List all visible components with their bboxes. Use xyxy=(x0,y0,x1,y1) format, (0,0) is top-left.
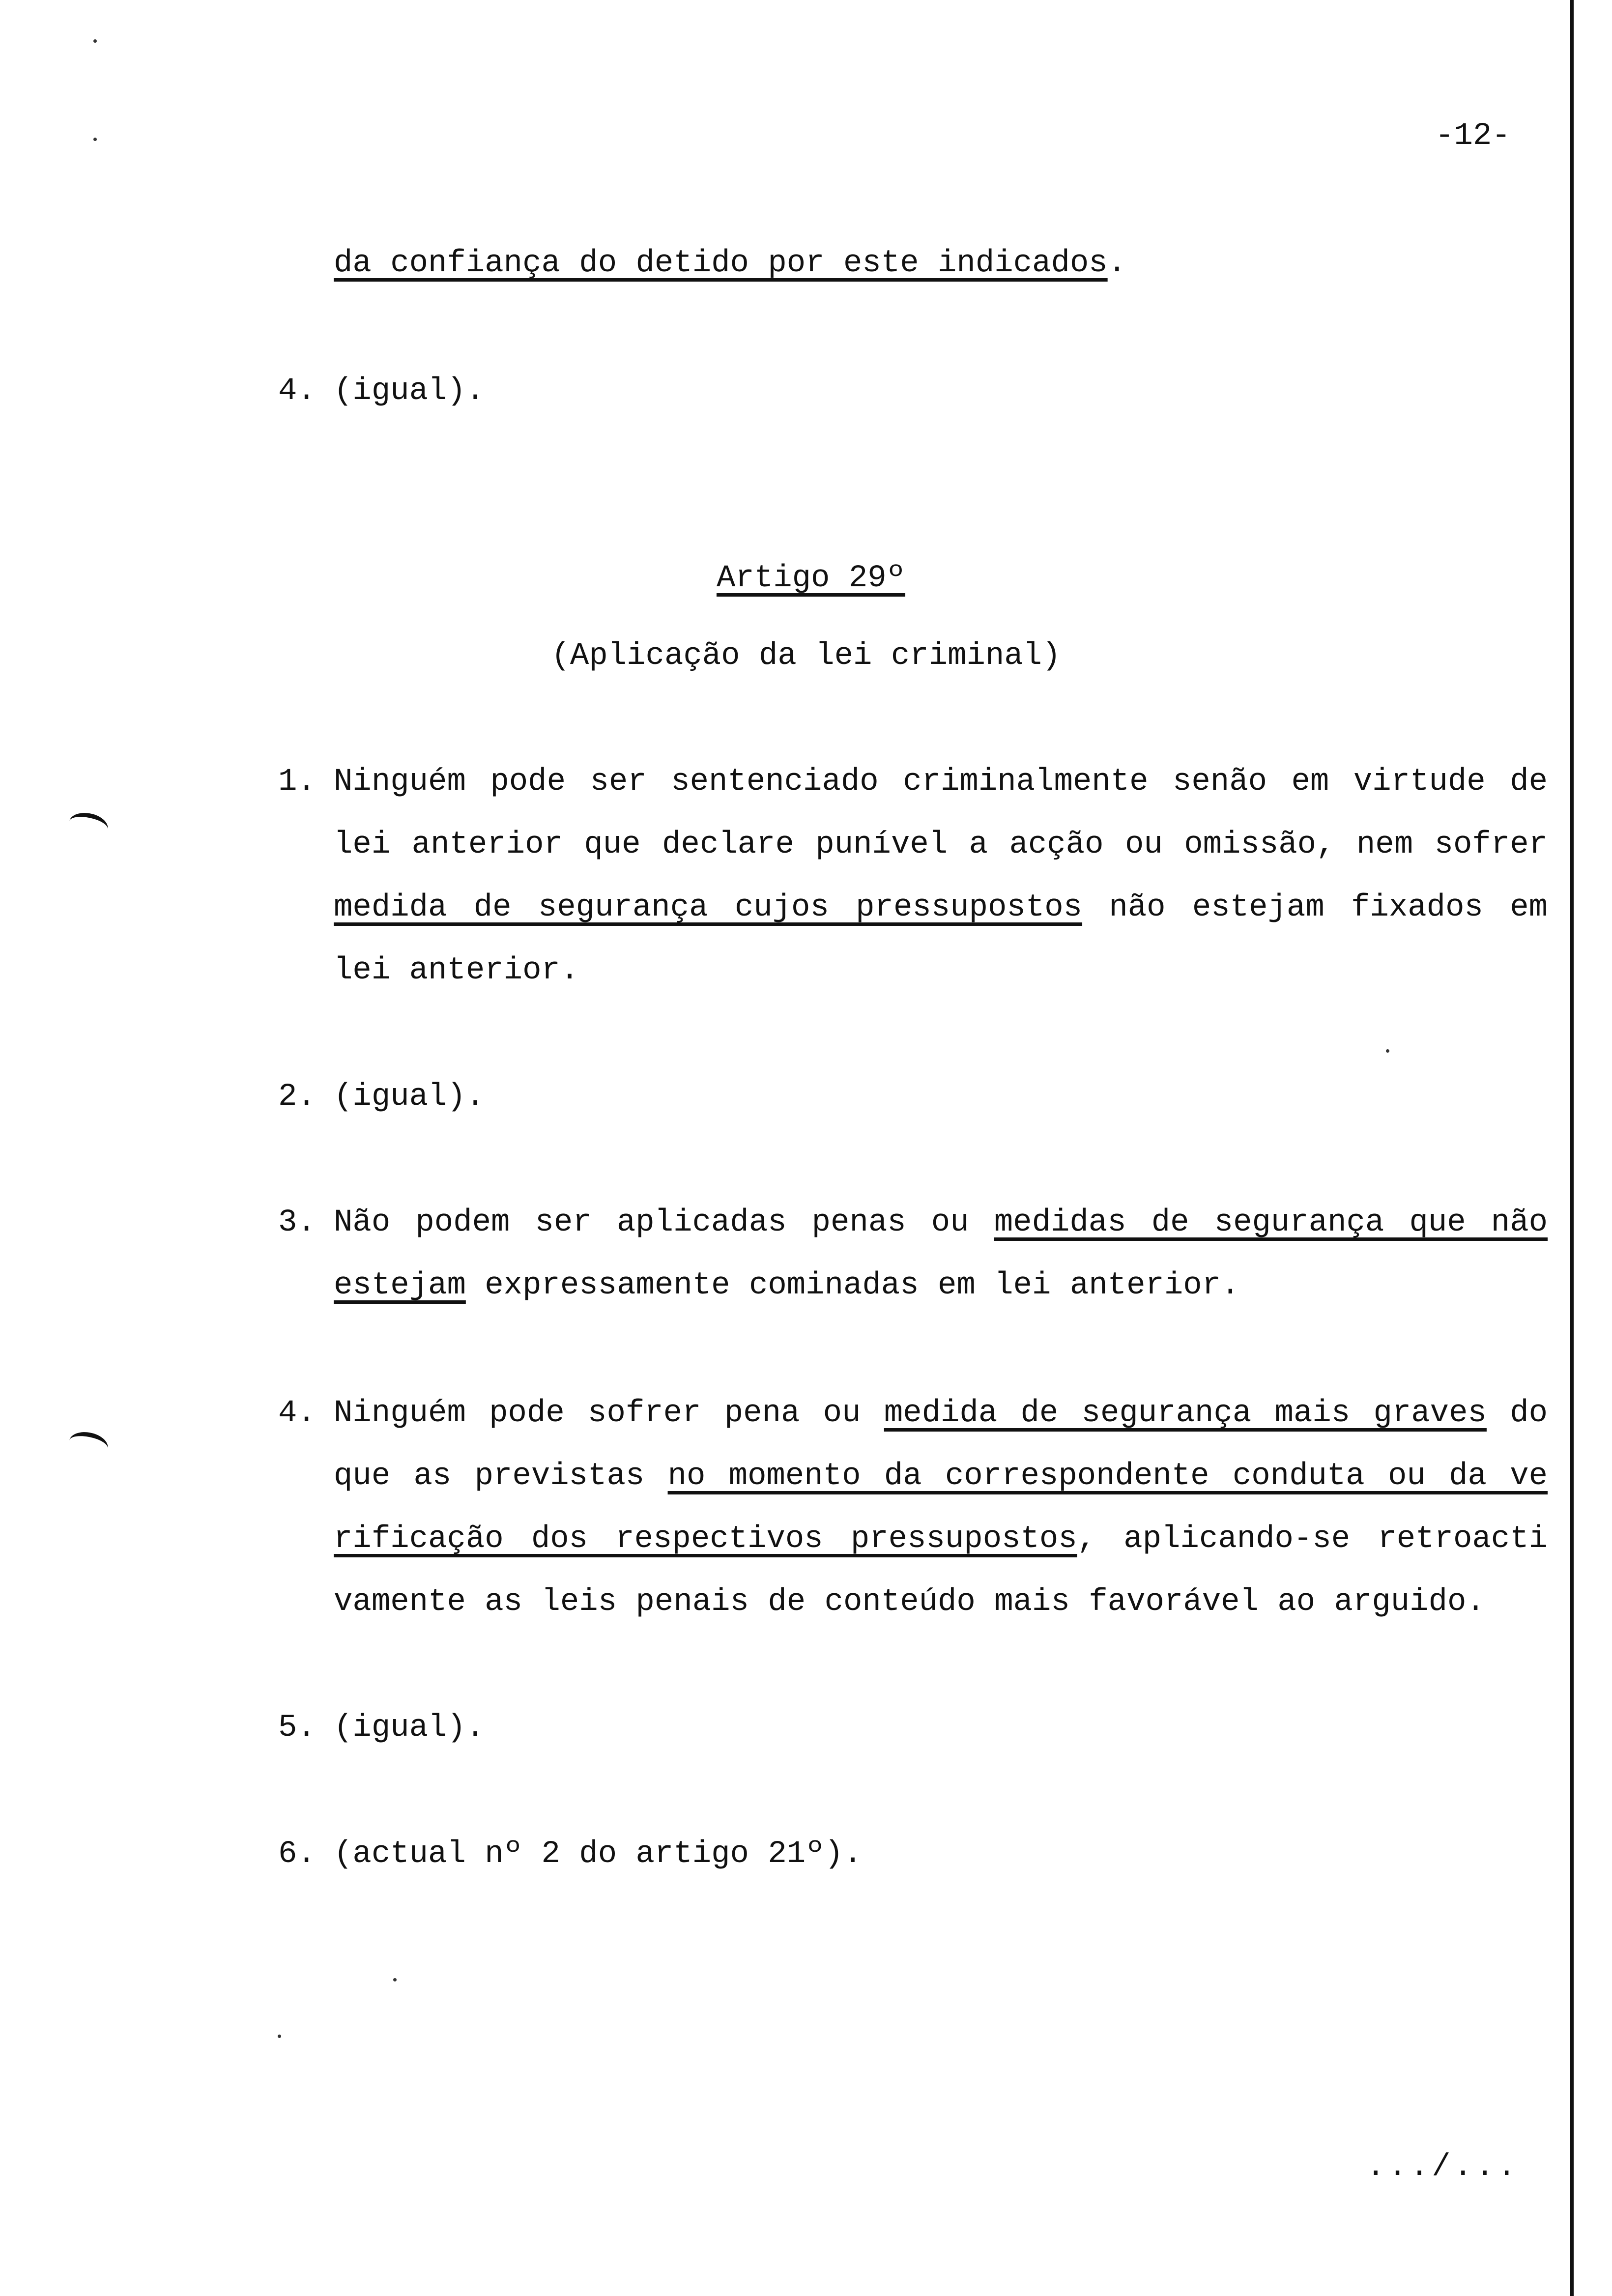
speck xyxy=(278,2035,281,2038)
paragraph-number: 4. xyxy=(278,1396,316,1431)
underlined-text: da confiança do detido por este indicados xyxy=(334,246,1108,281)
item-number: 4. xyxy=(278,373,316,409)
carryover-line xyxy=(334,244,1548,283)
paragraph-number: 5. xyxy=(278,1710,316,1746)
paragraph-number: 6. xyxy=(278,1837,316,1872)
paragraph-line xyxy=(334,825,1548,864)
underlined-text: medida de segurança cujos pressupostos xyxy=(334,890,1083,925)
text-segment: (igual). xyxy=(334,1710,485,1746)
binding-mark xyxy=(67,1429,110,1461)
paragraph-number: 3. xyxy=(278,1205,316,1240)
text-segment: , aplicando-se retroacti xyxy=(1077,1521,1548,1557)
paragraph-line xyxy=(334,1582,1548,1622)
paragraph-line xyxy=(334,888,1548,927)
text-segment: Ninguém pode ser sentenciado criminalmente senão em virtude de xyxy=(334,764,1548,800)
binding-mark xyxy=(67,809,110,841)
paragraph-line xyxy=(334,1835,1548,1874)
text-segment: expressamente cominadas em lei anterior. xyxy=(465,1268,1240,1303)
text-segment: não estejam fixados em xyxy=(1082,890,1548,925)
text-segment: . xyxy=(1107,246,1127,281)
text-segment: (igual). xyxy=(334,1079,485,1115)
paragraph-line xyxy=(334,1394,1548,1433)
paragraph-line xyxy=(334,1520,1548,1559)
paragraph-line xyxy=(334,1708,1548,1748)
speck xyxy=(393,1978,397,1981)
page-edge-line xyxy=(1570,0,1574,2296)
text-segment: do xyxy=(1486,1396,1548,1431)
paragraph-line xyxy=(334,1457,1548,1496)
underlined-text: rificação dos respectivos pressupostos xyxy=(334,1521,1077,1557)
text-segment: Não podem ser aplicadas penas ou xyxy=(334,1205,994,1240)
paragraph-line xyxy=(334,1077,1548,1117)
article-title: Artigo 29º xyxy=(716,561,906,596)
underlined-text: medida de segurança mais graves xyxy=(884,1396,1487,1431)
text-segment: vamente as leis penais de conteúdo mais favorável ao arguido. xyxy=(334,1584,1485,1620)
text-segment: que as previstas xyxy=(334,1459,668,1494)
paragraph-line xyxy=(334,951,1548,990)
paragraph-number: 1. xyxy=(278,764,316,800)
speck xyxy=(93,138,97,141)
text-segment: lei anterior. xyxy=(334,953,579,988)
speck xyxy=(1386,1049,1389,1053)
text-segment: (actual nº 2 do artigo 21º). xyxy=(334,1837,863,1872)
speck xyxy=(93,39,97,43)
paragraph-number: 2. xyxy=(278,1079,316,1115)
continuation-marker: .../... xyxy=(1366,2150,1519,2185)
underlined-text: no momento da correspondente conduta ou da ve xyxy=(667,1459,1548,1494)
paragraph-line xyxy=(334,1266,1548,1305)
text-segment: Ninguém pode sofrer pena ou xyxy=(334,1396,884,1431)
text-segment: lei anterior que declare punível a acção ou omissão, nem sofrer xyxy=(334,827,1548,862)
article-subtitle: (Aplicação da lei criminal) xyxy=(551,638,1061,674)
paragraph-line xyxy=(334,762,1548,802)
page-number: -12- xyxy=(1435,118,1511,154)
underlined-text: medidas de segurança que não xyxy=(994,1205,1548,1240)
item-text: (igual). xyxy=(334,373,485,409)
paragraph-line xyxy=(334,1203,1548,1242)
underlined-text: estejam xyxy=(334,1268,466,1303)
